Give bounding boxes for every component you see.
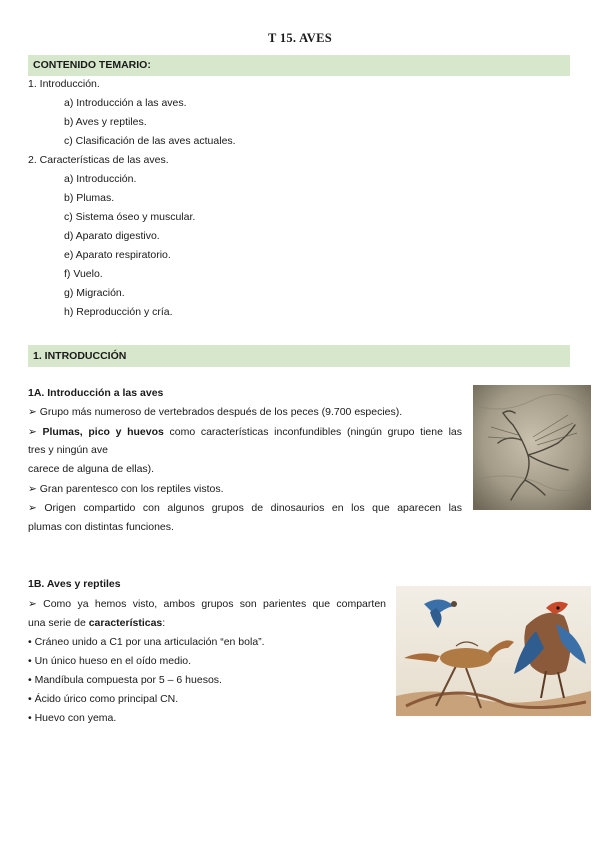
syllabus-item: e) Aparato respiratorio. bbox=[64, 249, 171, 261]
trait-item: • Huevo con yema. bbox=[28, 712, 117, 724]
bullet-continuation: tres y ningún ave bbox=[28, 444, 108, 456]
bold-term: ➢ Plumas, pico y huevos bbox=[28, 426, 164, 438]
feathered-dinosaurs-illustration bbox=[396, 586, 591, 716]
bullet-text-rest: como características inconfundibles (ningún grupo tiene las bbox=[163, 426, 462, 438]
syllabus-item: c) Sistema óseo y muscular. bbox=[64, 211, 196, 223]
syllabus-item: d) Aparato digestivo. bbox=[64, 230, 160, 242]
subsection-title: 1A. Introducción a las aves bbox=[28, 387, 164, 399]
text-span: una serie de bbox=[28, 617, 89, 629]
syllabus-item: f) Vuelo. bbox=[64, 268, 103, 280]
syllabus-item: a) Introducción. bbox=[64, 173, 137, 185]
syllabus-item: h) Reproducción y cría. bbox=[64, 306, 173, 318]
syllabus-item: 1. Introducción. bbox=[28, 78, 100, 90]
syllabus-item: b) Plumas. bbox=[64, 192, 115, 204]
feathered-dinosaurs-image bbox=[396, 586, 591, 716]
syllabus-item: b) Aves y reptiles. bbox=[64, 116, 147, 128]
bullet-text: ➢ Gran parentesco con los reptiles vistos. bbox=[28, 483, 224, 495]
trait-item: • Mandíbula compuesta por 5 – 6 huesos. bbox=[28, 674, 222, 686]
page-title: T 15. AVES bbox=[267, 31, 333, 45]
bullet-continuation bbox=[28, 617, 165, 630]
archaeopteryx-fossil-illustration bbox=[473, 385, 591, 510]
bullet-text: ➢ Como ya hemos visto, ambos grupos son parientes que comparten bbox=[28, 598, 386, 610]
syllabus-item: 2. Características de las aves. bbox=[28, 154, 169, 166]
subsection-title: 1B. Aves y reptiles bbox=[28, 578, 121, 590]
syllabus-item: g) Migración. bbox=[64, 287, 125, 299]
trait-item: • Un único hueso en el oído medio. bbox=[28, 655, 192, 667]
bold-term: características bbox=[88, 617, 163, 629]
trait-item: • Cráneo unido a C1 por una articulación “en bola”. bbox=[28, 636, 265, 648]
text-span: : bbox=[162, 617, 166, 629]
fossil-image bbox=[473, 385, 591, 510]
bullet-text: ➢ Origen compartido con algunos grupos de dinosaurios en los que aparecen las bbox=[28, 502, 462, 514]
bullet-continuation: plumas con distintas funciones. bbox=[28, 521, 174, 533]
bullet-text: ➢ Grupo más numeroso de vertebrados después de los peces (9.700 especies). bbox=[28, 406, 403, 418]
syllabus-heading: CONTENIDO TEMARIO: bbox=[28, 55, 570, 76]
bullet-text bbox=[28, 426, 462, 439]
bullet-continuation: carece de alguna de ellas). bbox=[28, 463, 155, 475]
trait-item: • Ácido úrico como principal CN. bbox=[28, 693, 179, 705]
syllabus-item: c) Clasificación de las aves actuales. bbox=[64, 135, 236, 147]
syllabus-item: a) Introducción a las aves. bbox=[64, 97, 187, 109]
section-heading: 1. INTRODUCCIÓN bbox=[28, 345, 570, 367]
